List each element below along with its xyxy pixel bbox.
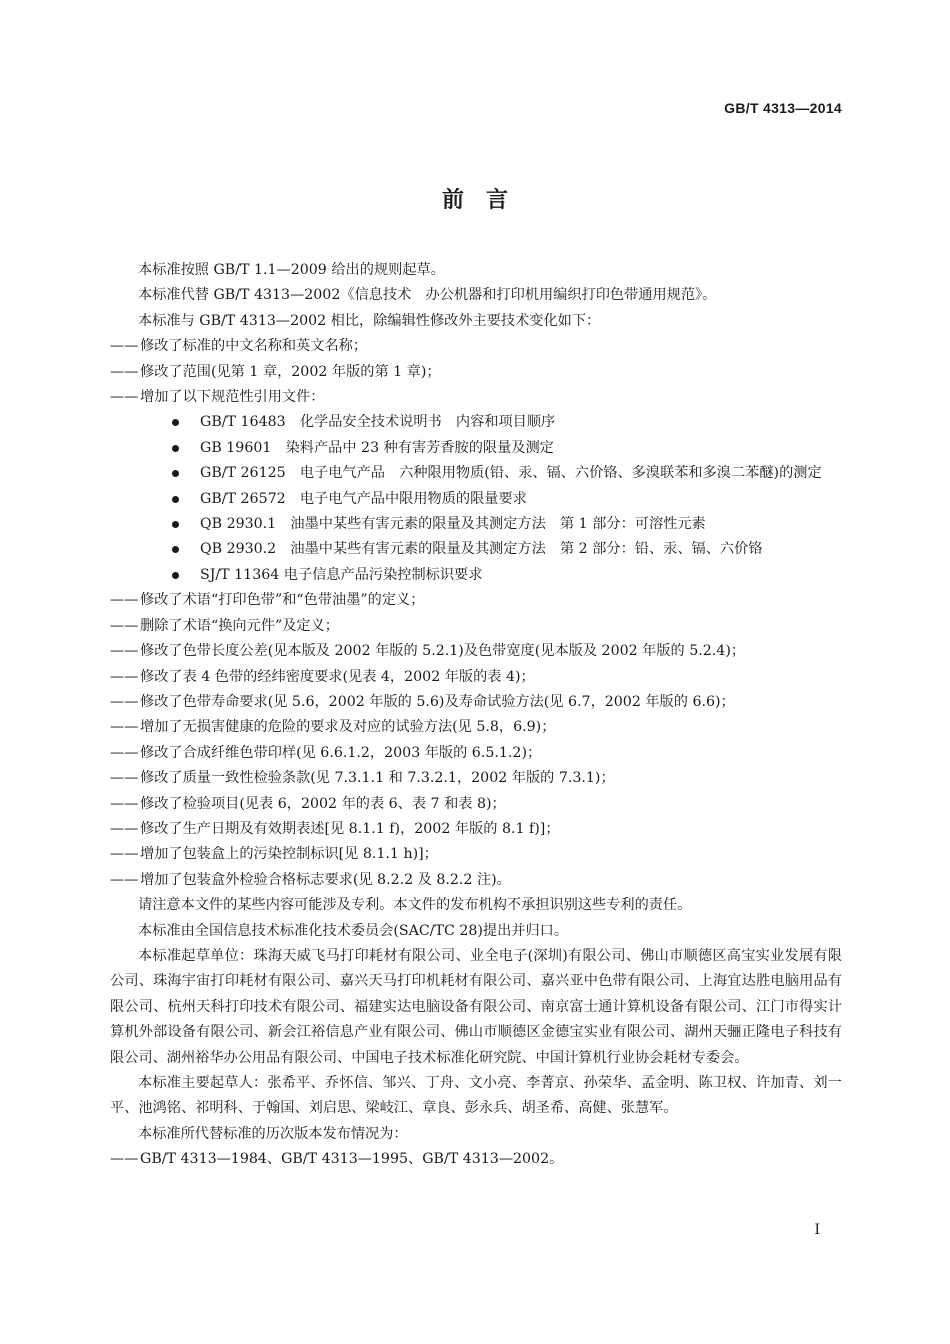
reference-item [110, 512, 842, 537]
history-item [110, 1147, 842, 1172]
change-item-text: 修改了标准的中文名称和英文名称； [140, 338, 368, 355]
paragraph: 本标准代替 GB/T 4313—2002《信息技术 办公机器和打印机用编织打印色带通用规范》。 [138, 287, 717, 304]
reference-text: SJ/T 11364 电子信息产品污染控制标识要求 [200, 566, 483, 583]
dash-mark: —— [110, 871, 139, 888]
change-item-text: 修改了色带寿命要求(见 5.6，2002 年版的 5.6)及寿命试验方法(见 6.7，2002 年版的 6.6)； [140, 693, 735, 710]
change-item [110, 665, 842, 690]
reference-text: GB/T 16483 化学品安全技术说明书 内容和项目顺序 [200, 414, 556, 431]
change-item [110, 639, 842, 664]
reference-item [110, 410, 842, 435]
change-item-text: 增加了包装盒上的污染控制标识[见 8.1.1 h)]； [140, 846, 438, 863]
reference-item [110, 563, 842, 588]
dash-mark: —— [110, 389, 139, 406]
change-item [110, 715, 842, 740]
reference-text: QB 2930.1 油墨中某些有害元素的限量及其测定方法 第 1 部分：可溶性元素 [200, 516, 706, 533]
reference-text: GB 19601 染料产品中 23 种有害芳香胺的限量及测定 [200, 439, 554, 456]
paragraph: 请注意本文件的某些内容可能涉及专利。本文件的发布机构不承担识别这些专利的责任。 [138, 897, 692, 914]
change-item-text: 修改了检验项目(见表 6，2002 年的表 6、表 7 和表 8)； [140, 795, 506, 812]
paragraph: 本标准由全国信息技术标准化技术委员会(SAC/TC 28)提出并归口。 [138, 922, 569, 939]
reference-text: QB 2930.2 油墨中某些有害元素的限量及其测定方法 第 2 部分：铅、汞、镉、六价铬 [200, 541, 763, 558]
change-item-text: 增加了以下规范性引用文件： [140, 389, 325, 406]
paragraph: 本标准所代替标准的历次版本发布情况为： [138, 1125, 408, 1142]
bullet-icon [172, 521, 179, 528]
dash-mark: —— [110, 744, 139, 761]
change-item-text: 修改了表 4 色带的经纬密度要求(见表 4，2002 年版的表 4)； [140, 668, 535, 685]
dash-mark: —— [110, 846, 139, 863]
reference-text: GB/T 26125 电子电气产品 六种限用物质(铅、汞、镉、六价铬、多溴联苯和多溴二苯醚)的测定 [200, 465, 822, 482]
drafters-paragraph: 本标准主要起草人：张希平、乔怀信、邹兴、丁舟、文小亮、李菁京、孙荣华、孟金明、陈卫权、许加青、刘一平、池鸿铭、祁明科、于翰国、刘启思、梁岐江、章良、彭永兵、胡圣希、高健、张慧军。 [110, 1075, 842, 1117]
dash-mark: —— [110, 820, 139, 837]
dash-mark: —— [110, 719, 139, 736]
dash-mark: —— [110, 643, 139, 660]
change-item [110, 868, 842, 893]
bullet-icon [172, 445, 179, 452]
bullet-icon [172, 496, 179, 503]
bullet-icon [172, 419, 179, 426]
change-item-text: 修改了术语“打印色带”和“色带油墨”的定义； [140, 592, 425, 609]
page-title: 前 言 [441, 188, 508, 213]
change-item [110, 690, 842, 715]
dash-mark: —— [110, 770, 139, 787]
standard-code: GB/T 4313—2014 [724, 100, 842, 116]
bullet-icon [172, 546, 179, 553]
change-item [110, 334, 842, 359]
reference-item [110, 436, 842, 461]
reference-item [110, 461, 842, 486]
change-item-text: 增加了包装盒外检验合格标志要求(见 8.2.2 及 8.2.2 注)。 [140, 871, 511, 888]
change-item [110, 842, 842, 867]
change-item [110, 792, 842, 817]
bullet-icon [172, 470, 179, 477]
change-item [110, 817, 842, 842]
change-item [110, 588, 842, 613]
change-item-text: 删除了术语“换向元件”及定义； [140, 617, 339, 634]
change-item [110, 766, 842, 791]
history-text: GB/T 4313—1984、GB/T 4313—1995、GB/T 4313—2002。 [140, 1151, 564, 1168]
change-item-text: 修改了合成纤维色带印样(见 6.6.1.2，2003 年版的 6.5.1.2)； [140, 744, 542, 761]
dash-mark: —— [110, 693, 139, 710]
change-item-text: 修改了色带长度公差(见本版及 2002 年版的 5.2.1)及色带宽度(见本版及 2002 年版的 5.2.4)； [140, 643, 746, 660]
bullet-icon [172, 572, 179, 579]
reference-text: GB/T 26572 电子电气产品中限用物质的限量要求 [200, 490, 527, 507]
dash-mark: —— [110, 592, 139, 609]
paragraph: 本标准与 GB/T 4313—2002 相比，除编辑性修改外主要技术变化如下： [138, 312, 601, 329]
dash-mark: —— [110, 1151, 139, 1168]
dash-mark: —— [110, 617, 139, 634]
dash-mark: —— [110, 363, 139, 380]
reference-item [110, 487, 842, 512]
page-number: I [814, 1222, 820, 1238]
change-item [110, 385, 842, 410]
change-item-text: 修改了生产日期及有效期表述[见 8.1.1 f)，2002 年版的 8.1 f)]； [140, 820, 560, 837]
change-item-text: 增加了无损害健康的危险的要求及对应的试验方法(见 5.8，6.9)； [140, 719, 556, 736]
paragraph: 本标准按照 GB/T 1.1—2009 给出的规则起草。 [138, 262, 445, 278]
change-item [110, 360, 842, 385]
dash-mark: —— [110, 795, 139, 812]
drafting-units-paragraph: 本标准起草单位：珠海天威飞马打印耗材有限公司、业全电子(深圳)有限公司、佛山市顺德区高宝实业发展有限公司、珠海宇宙打印耗材有限公司、嘉兴天马打印机耗材有限公司、嘉兴亚中色带有限公司、上海宜达胜电脑用品有限公司、杭州天科打印技术有限公司、福建实达电脑设备有限公司、南京富士通计算机设备有限公司、江门市得实计算机外部设备有限公司、新会江裕信息产业有限公司、佛山市顺德区金德宝实业有限公司、湖州天骊正隆电子科技有限公司、湖州裕华办公用品有限公司、中国电子技术标准化研究院、中国计算机行业协会耗材专委会。 [110, 947, 842, 1066]
reference-item [110, 537, 842, 562]
dash-mark: —— [110, 338, 139, 355]
change-item [110, 614, 842, 639]
foreword-body [110, 258, 842, 1173]
change-item-text: 修改了质量一致性检验条款(见 7.3.1.1 和 7.3.2.1，2002 年版的 7.3.1)； [140, 770, 615, 787]
change-item-text: 修改了范围(见第 1 章，2002 年版的第 1 章)； [140, 363, 441, 380]
change-item [110, 741, 842, 766]
dash-mark: —— [110, 668, 139, 685]
